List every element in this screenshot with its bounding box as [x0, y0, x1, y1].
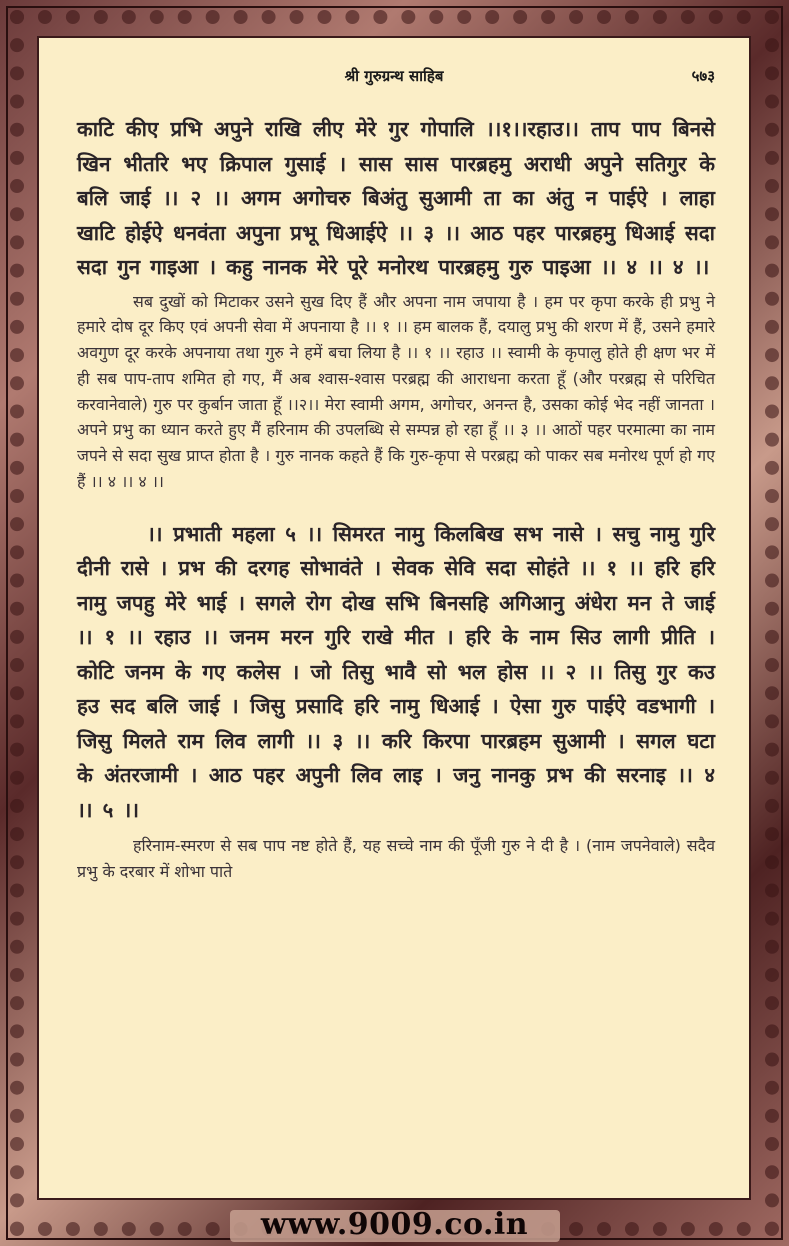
verse-block-2: ।। प्रभाती महला ५ ।। सिमरत नामु किलबिख सभ नासे । सचु नामु गुरि दीनी रासे । प्रभ की दरगह सोभावंते । सेवक सेवि सदा सोहंते ।। १ ।। हरि हरि नामु जपहु मेरे भाई । सगले रोग दोख सभि बिनसहि अगिआनु अंधेरा मन ते जाई ।। १ ।। रहाउ ।। जनम मरन गुरि राखे मीत । हरि के नाम सिउ लागी प्रीति । कोटि जनम के गए कलेस । जो तिसु भावै सो भल होस ।। २ ।। तिसु गुर कउ हउ सद बलि जाई । जिसु प्रसादि हरि नामु धिआई । ऐसा गुरु पाईऐ वडभागी । जिसु मिलते राम लिव लागी ।। ३ ।। करि किरपा पारब्रहम सुआमी । सगल घटा के अंतरजामी । आठ पहर अपुनी लिव लाइ । जनु नानकु प्रभ की सरनाइ ।। ४ ।। ५ ।।: [77, 521, 715, 822]
page-number: ५७३: [691, 67, 715, 85]
verse-block-1: काटि कीए प्रभि अपुने राखि लीए मेरे गुर गोपालि ।।१।।रहाउ।। ताप पाप बिनसे खिन भीतरि भए क्रिपाल गुसाई । सास सास पारब्रहमु अराधी अपुने सतिगुर के बलि जाई ।। २ ।। अगम अगोचरु बिअंतु सुआमी ता का अंतु न पाईऐ । लाहा खाटि होईऐ धनवंता अपुना प्रभू धिआईऐ ।। ३ ।। आठ पहर पारब्रहमु धिआई सदा सदा गुन गाइआ । कहु नानक मेरे पूरे मनोरथ पारब्रहमु गुरु पाइआ ।। ४ ।। ४ ।।: [77, 117, 715, 279]
translation-block-2: हरिनाम-स्मरण से सब पाप नष्ट होते हैं, यह सच्चे नाम की पूँजी गुरु ने दी है । (नाम जपनेवाले) सदैव प्रभु के दरबार में शोभा पाते: [77, 836, 715, 882]
page-content: [77, 112, 715, 885]
website-url[interactable]: www.9009.co.in: [260, 1207, 529, 1242]
page-header: [39, 66, 749, 90]
translation-block-1: सब दुखों को मिटाकर उसने सुख दिए हैं और अपना नाम जपाया है । हम पर कृपा करके ही प्रभु ने हमारे दोष दूर किए एवं अपनी सेवा में अपनाया है ।। १ ।। हम बालक हैं, दयालु प्रभु की शरण में हैं, उसने हमारे अवगुण दूर करके अपनाया तथा गुरु ने हमें बचा लिया है ।। १ ।। रहाउ ।। स्वामी के कृपालु होते ही क्षण भर में ही सब पाप-ताप शमित हो गए, मैं अब श्वास-श्वास परब्रह्म की आराधना करता हूँ (और परब्रह्म से परिचित करवानेवाले) गुरु पर कुर्बान जाता हूँ ।।२।। मेरा स्वामी अगम, अगोचर, अनन्त है, उसका कोई भेद नहीं जानता । अपने प्रभु का ध्यान करते हुए मैं हरिनाम की उपलब्धि से सम्पन्न हो रहा हूँ ।। ३ ।। आठों पहर परमात्मा का नाम जपने से सदा सुख प्राप्त होता है । गुरु नानक कहते हैं कि गुरु-कृपा से परब्रह्म को पाकर सब मनोरथ पूर्ण हो गए हैं ।। ४ ।। ४ ।।: [77, 291, 715, 492]
scripture-page: [37, 36, 751, 1200]
page-title: श्री गुरुग्रन्थ साहिब: [344, 67, 444, 85]
